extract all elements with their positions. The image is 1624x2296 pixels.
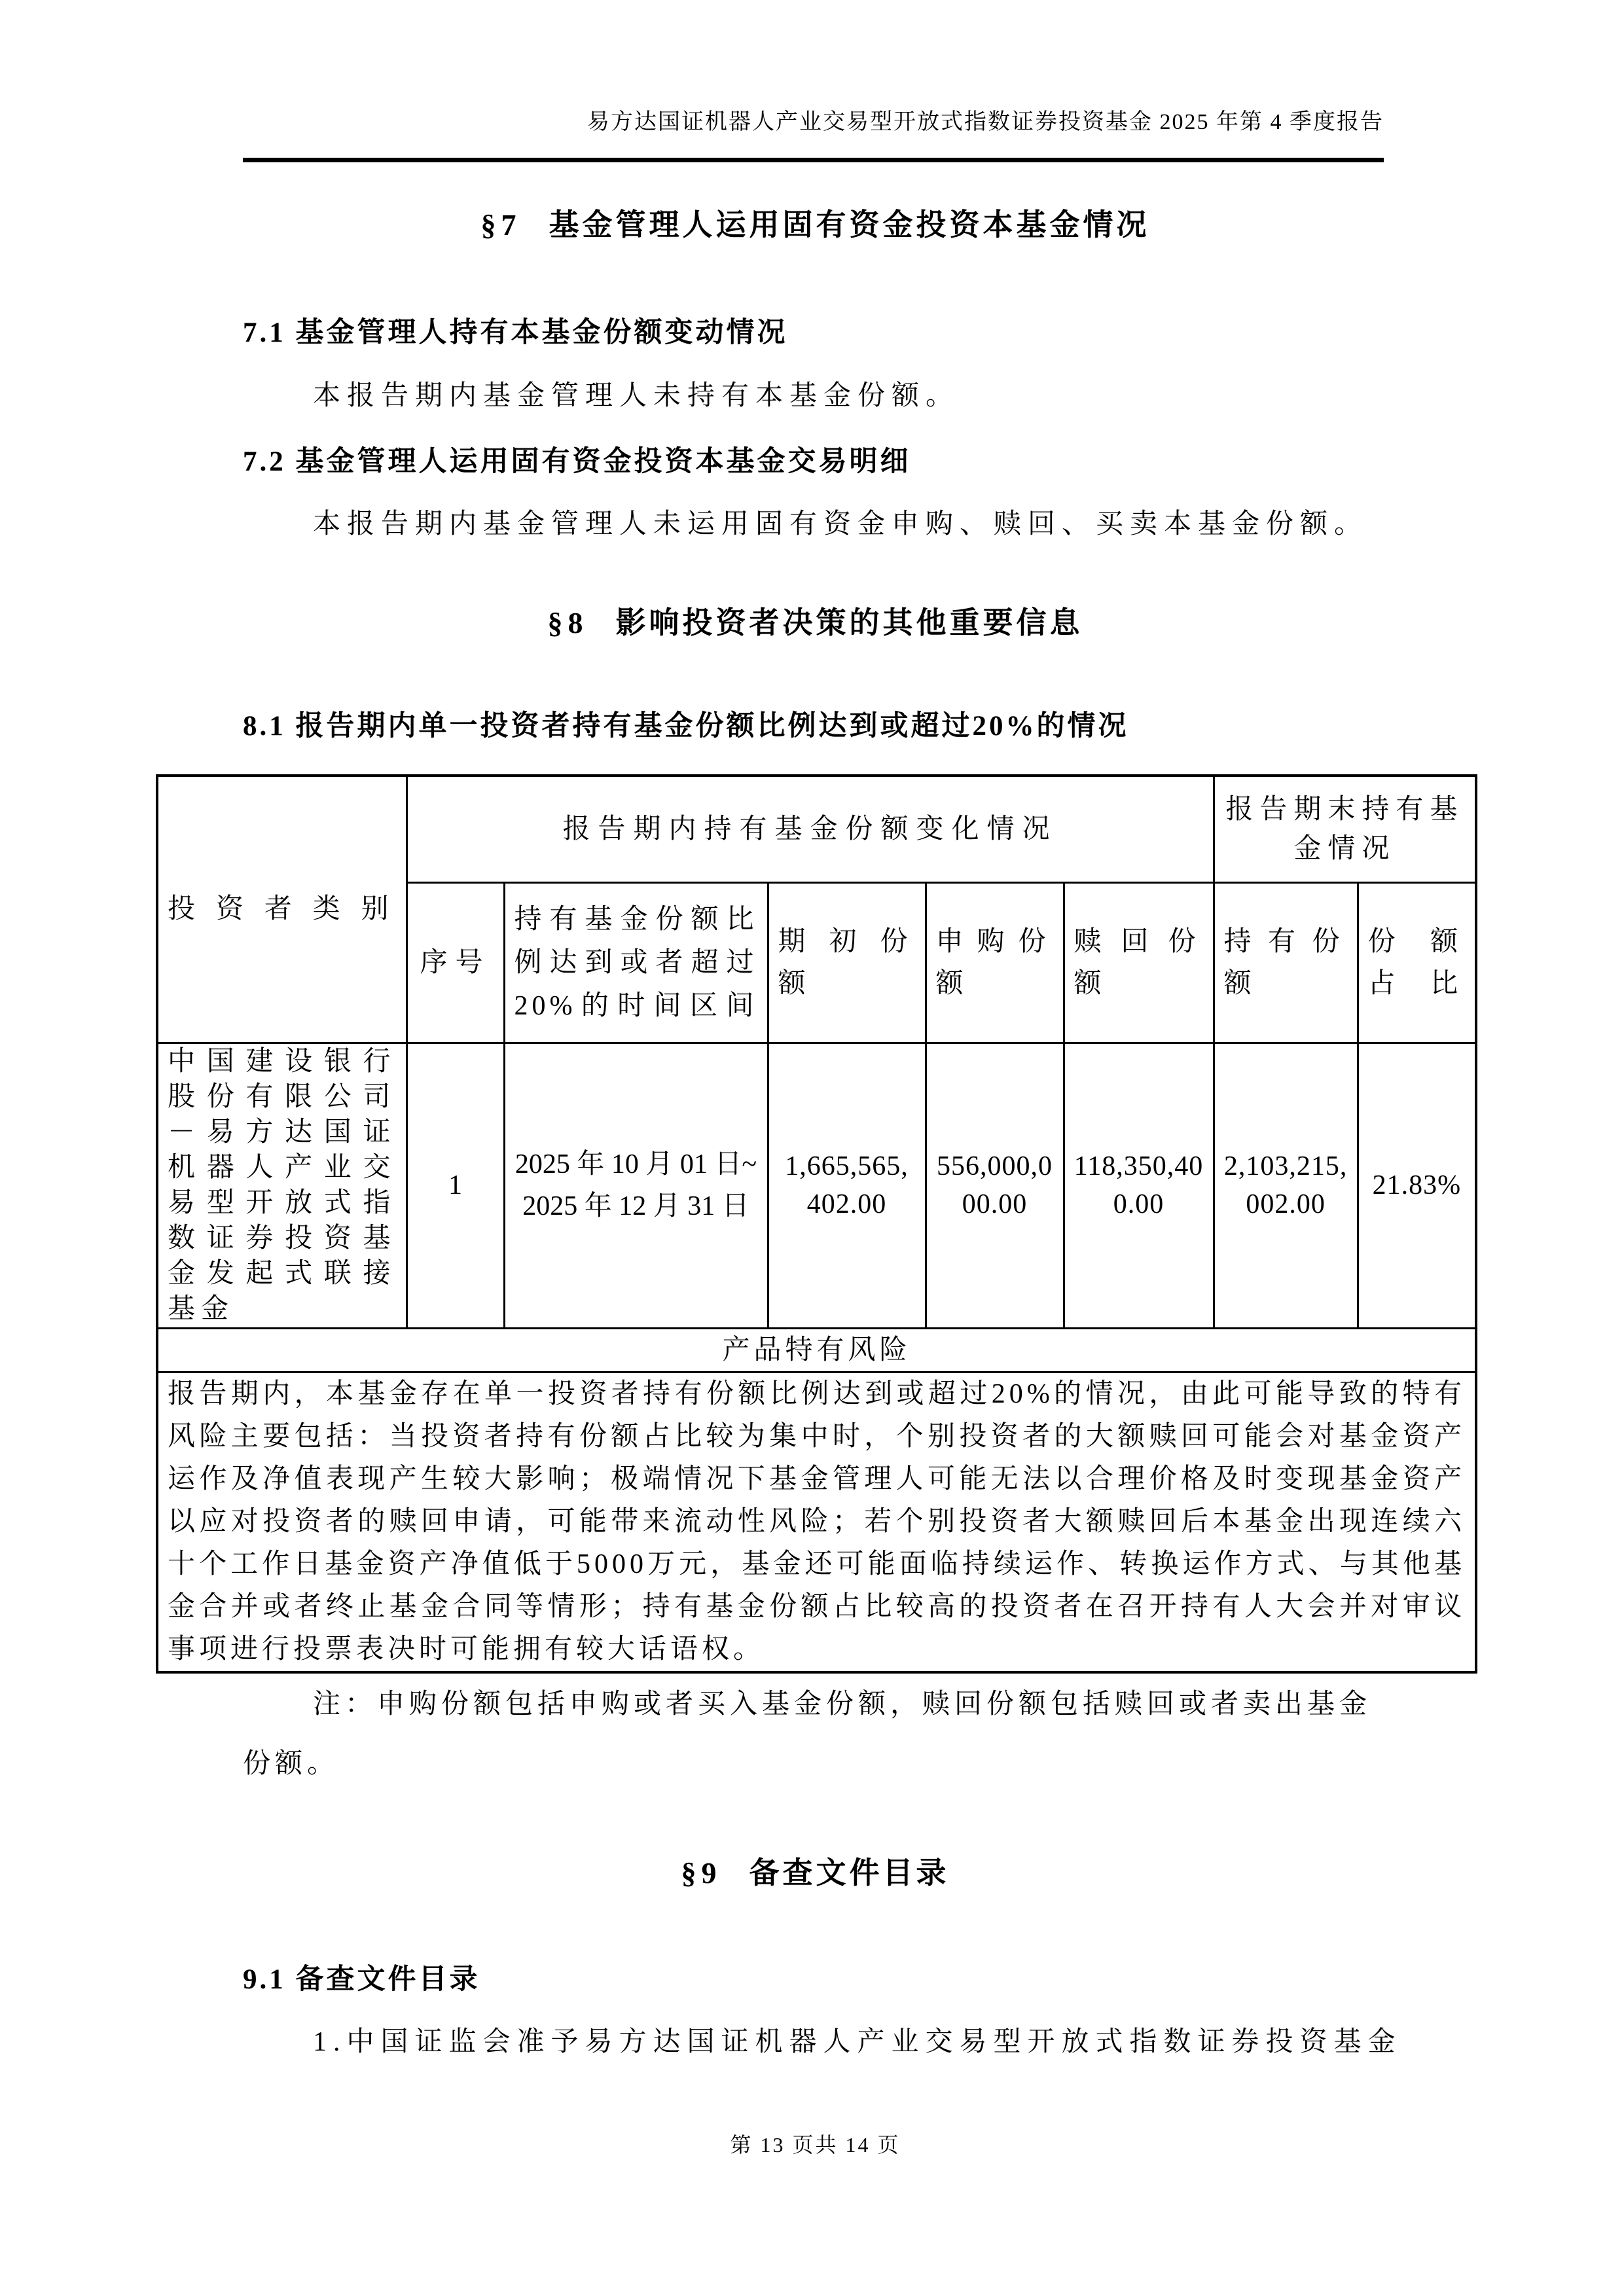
col-header-share-ratio: 份额占比 — [1358, 882, 1476, 1043]
col-header-seq: 序号 — [406, 882, 504, 1043]
col-header-time-range: 持有基金份额比例达到或者超过20%的时间区间 — [504, 882, 768, 1043]
cell-hold-shares: 2,103,215,002.00 — [1214, 1043, 1358, 1328]
table-data-row — [157, 1043, 1476, 1328]
section-9-title — [156, 1854, 1475, 1892]
col-header-redeem-shares: 赎回份额 — [1064, 882, 1214, 1043]
col-header-investor-type: 投资者类别 — [157, 776, 406, 1043]
section-9-number: §9 — [681, 1856, 722, 1890]
cell-begin-shares: 1,665,565,402.00 — [768, 1043, 926, 1328]
cell-purchase-shares: 556,000,000.00 — [926, 1043, 1064, 1328]
col-header-purchase-shares: 申购份额 — [926, 882, 1064, 1043]
section-7-number: §7 — [480, 208, 522, 242]
cell-redeem-shares: 118,350,400.00 — [1064, 1043, 1214, 1328]
product-risk-header: 产品特有风险 — [157, 1328, 1476, 1372]
cell-investor-name: 中国建设银行股份有限公司－易方达国证机器人产业交易型开放式指数证券投资基金发起式联接基金 — [157, 1043, 406, 1328]
product-risk-text: 报告期内，本基金存在单一投资者持有份额比例达到或超过20%的情况，由此可能导致的特有风险主要包括：当投资者持有份额占比较为集中时，个别投资者的大额赎回可能会对基金资产运作及净值表现产生较大影响；极端情况下基金管理人可能无法以合理价格及时变现基金资产以应对投资者的赎回申请，可能带来流动性风险；若个别投资者大额赎回后本基金出现连续六十个工作日基金资产净值低于5000万元，基金还可能面临持续运作、转换运作方式、与其他基金合并或者终止基金合同等情形；持有基金份额占比较高的投资者在召开持有人大会并对审议事项进行投票表决时可能拥有较大话语权。 — [157, 1372, 1476, 1672]
page-header — [243, 108, 1384, 162]
section-8-number: §8 — [547, 606, 588, 639]
table-group-header-row — [157, 776, 1476, 882]
col-header-begin-shares: 期初份额 — [768, 882, 926, 1043]
heading-7-2: 7.2 基金管理人运用固有资金投资本基金交易明细 — [243, 446, 911, 477]
paragraph-9-1: 1.中国证监会准予易方达国证机器人产业交易型开放式指数证券投资基金 — [313, 2027, 1402, 2057]
note-line-2: 份额。 — [243, 1749, 340, 1779]
heading-9-1: 9.1 备查文件目录 — [243, 1964, 480, 1995]
section-8-title — [156, 604, 1475, 641]
section-9-title-text: 备查文件目录 — [749, 1856, 950, 1890]
note-line-1: 注：申购份额包括申购或者买入基金份额，赎回份额包括赎回或者卖出基金 — [313, 1689, 1372, 1719]
section-7-title-text: 基金管理人运用固有资金投资本基金情况 — [549, 208, 1150, 242]
heading-8-1: 8.1 报告期内单一投资者持有基金份额比例达到或超过20%的情况 — [243, 711, 1129, 742]
paragraph-7-1: 本报告期内基金管理人未持有本基金份额。 — [313, 381, 960, 411]
section-8-title-text: 影响投资者决策的其他重要信息 — [615, 606, 1083, 639]
col-header-hold-shares: 持有份额 — [1214, 882, 1358, 1043]
product-risk-header-row — [157, 1328, 1476, 1372]
product-risk-text-row — [157, 1372, 1476, 1672]
section-7-title — [156, 206, 1475, 243]
heading-7-1: 7.1 基金管理人持有本基金份额变动情况 — [243, 317, 788, 348]
page-header-title: 易方达国证机器人产业交易型开放式指数证券投资基金 2025 年第 4 季度报告 — [587, 110, 1384, 134]
cell-share-ratio: 21.83% — [1358, 1043, 1476, 1328]
shareholder-table — [156, 774, 1477, 1674]
paragraph-7-2: 本报告期内基金管理人未运用固有资金申购、赎回、买卖本基金份额。 — [313, 509, 1369, 539]
cell-time-range: 2025 年 10 月 01 日~2025 年 12 月 31 日 — [504, 1043, 768, 1328]
cell-seq: 1 — [406, 1043, 504, 1328]
group-header-period-end: 报告期末持有基金情况 — [1214, 776, 1476, 882]
group-header-period-change: 报告期内持有基金份额变化情况 — [406, 776, 1214, 882]
page-footer: 第 13 页共 14 页 — [730, 2133, 901, 2157]
